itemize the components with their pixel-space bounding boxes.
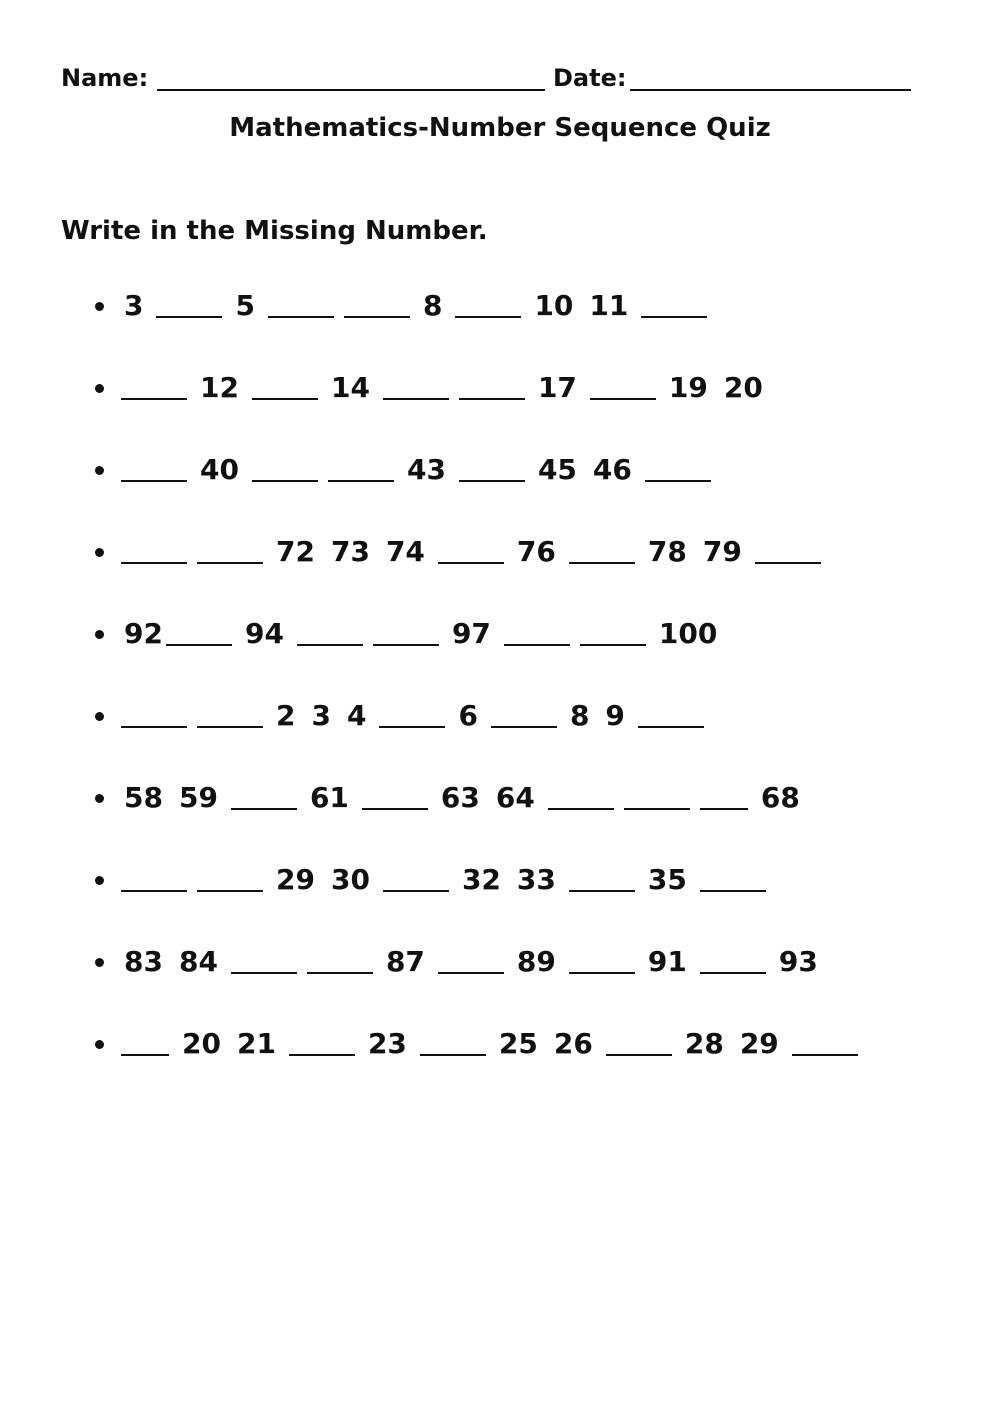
answer-blank[interactable] [569,550,635,564]
sequence-number: 4 [346,699,367,732]
sequence-number: 6 [458,699,478,732]
sequence-number: 9 [605,699,625,732]
question-item [90,1022,970,1066]
answer-blank[interactable] [121,550,187,564]
question-item [90,612,970,656]
sequence-number: 64 [495,781,535,814]
sequence-number: 68 [760,781,800,814]
sequence-number: 92 [124,617,163,650]
answer-blank[interactable] [548,796,614,810]
answer-blank[interactable] [455,304,521,318]
answer-blank[interactable] [121,714,187,728]
sequence-number: 100 [658,617,718,650]
sequence-number: 61 [309,781,349,814]
sequence-number: 87 [385,945,425,978]
sequence-number: 78 [647,535,687,568]
page-title: Mathematics-Number Sequence Quiz [229,113,771,143]
sequence-number: 97 [451,617,491,650]
answer-blank[interactable] [252,386,318,400]
instruction-text: Write in the Missing Number. [61,216,488,246]
sequence-number: 20 [723,371,763,404]
sequence-number: 35 [647,863,687,896]
answer-blank[interactable] [624,796,690,810]
answer-blank[interactable] [504,632,570,646]
answer-blank[interactable] [580,632,646,646]
sequence [121,694,704,738]
question-item [90,694,970,738]
answer-blank[interactable] [459,468,525,482]
sequence [121,284,707,328]
sequence-number: 23 [367,1027,407,1060]
sequence-number: 72 [276,535,315,568]
answer-blank[interactable] [700,960,766,974]
answer-blank[interactable] [344,304,410,318]
answer-blank[interactable] [491,714,557,728]
sequence-number: 58 [124,781,163,814]
answer-blank[interactable] [420,1042,486,1056]
answer-blank[interactable] [121,1042,169,1056]
date-label: Date: [553,64,627,92]
question-item [90,776,970,820]
question-item [90,284,970,328]
answer-blank[interactable] [459,386,525,400]
sequence-number: 94 [244,617,284,650]
answer-blank[interactable] [590,386,656,400]
bullet-icon [90,858,112,902]
sequence-number: 73 [330,535,370,568]
sequence-number: 40 [200,453,239,486]
sequence-number: 2 [276,699,296,732]
answer-blank[interactable] [197,714,263,728]
sequence-number: 21 [236,1027,276,1060]
answer-blank[interactable] [641,304,707,318]
answer-blank[interactable] [156,304,222,318]
sequence-number: 28 [684,1027,724,1060]
answer-blank[interactable] [755,550,821,564]
answer-blank[interactable] [700,796,748,810]
sequence-number: 59 [178,781,218,814]
answer-blank[interactable] [289,1042,355,1056]
sequence-number: 46 [592,453,632,486]
sequence-number: 89 [516,945,556,978]
answer-blank[interactable] [638,714,704,728]
question-item [90,366,970,410]
sequence-number: 76 [516,535,556,568]
answer-blank[interactable] [792,1042,858,1056]
answer-blank[interactable] [362,796,428,810]
sequence-number: 19 [668,371,708,404]
sequence-number: 74 [385,535,425,568]
answer-blank[interactable] [197,878,263,892]
sequence-number: 63 [440,781,480,814]
answer-blank[interactable] [307,960,373,974]
sequence-number: 91 [647,945,687,978]
answer-blank[interactable] [379,714,445,728]
bullet-icon [90,776,112,820]
sequence-number: 84 [178,945,218,978]
answer-blank[interactable] [121,878,187,892]
sequence [121,940,821,984]
answer-blank[interactable] [438,960,504,974]
answer-blank[interactable] [297,632,363,646]
sequence-number: 10 [534,289,574,322]
sequence-number: 14 [330,371,370,404]
sequence-number: 43 [406,453,446,486]
bullet-icon [90,366,112,410]
answer-blank[interactable] [252,468,318,482]
sequence [121,1022,858,1066]
answer-blank[interactable] [166,632,232,646]
sequence-number: 17 [537,371,577,404]
sequence-number: 26 [553,1027,593,1060]
sequence [121,612,720,656]
sequence-number: 79 [702,535,742,568]
answer-blank[interactable] [121,386,187,400]
bullet-icon [90,612,112,656]
sequence [121,366,766,410]
answer-blank[interactable] [700,878,766,892]
sequence-number: 93 [778,945,818,978]
sequence-number: 20 [182,1027,221,1060]
sequence-number: 25 [498,1027,538,1060]
sequence-number: 3 [124,289,144,322]
bullet-icon [90,448,112,492]
bullet-icon [90,694,112,738]
sequence-number: 30 [330,863,370,896]
sequence-number: 8 [422,289,443,322]
sequence [121,776,803,820]
sequence-number: 29 [739,1027,779,1060]
bullet-icon [90,284,112,328]
sequence [121,530,821,574]
answer-blank[interactable] [645,468,711,482]
bullet-icon [90,530,112,574]
answer-blank[interactable] [121,468,187,482]
answer-blank[interactable] [383,386,449,400]
answer-blank[interactable] [438,550,504,564]
sequence-number: 83 [124,945,163,978]
bullet-icon [90,940,112,984]
sequence-number: 29 [276,863,315,896]
answer-blank[interactable] [268,304,334,318]
sequence-number: 3 [311,699,331,732]
answer-blank[interactable] [569,878,635,892]
answer-blank[interactable] [231,960,297,974]
sequence-number: 32 [461,863,501,896]
answer-blank[interactable] [197,550,263,564]
bullet-icon [90,1022,112,1066]
sequence-number: 12 [200,371,239,404]
sequence-number: 11 [589,289,629,322]
answer-blank[interactable] [606,1042,672,1056]
answer-blank[interactable] [569,960,635,974]
answer-blank[interactable] [328,468,394,482]
name-label: Name: [61,64,149,92]
question-item [90,530,970,574]
question-item [90,448,970,492]
question-item [90,858,970,902]
sequence-number: 8 [569,699,590,732]
sequence-number: 33 [516,863,556,896]
answer-blank[interactable] [231,796,297,810]
sequence-number: 5 [235,289,255,322]
sequence [121,448,711,492]
sequence [121,858,766,902]
answer-blank[interactable] [373,632,439,646]
question-item [90,940,970,984]
sequence-number: 45 [537,453,577,486]
answer-blank[interactable] [383,878,449,892]
